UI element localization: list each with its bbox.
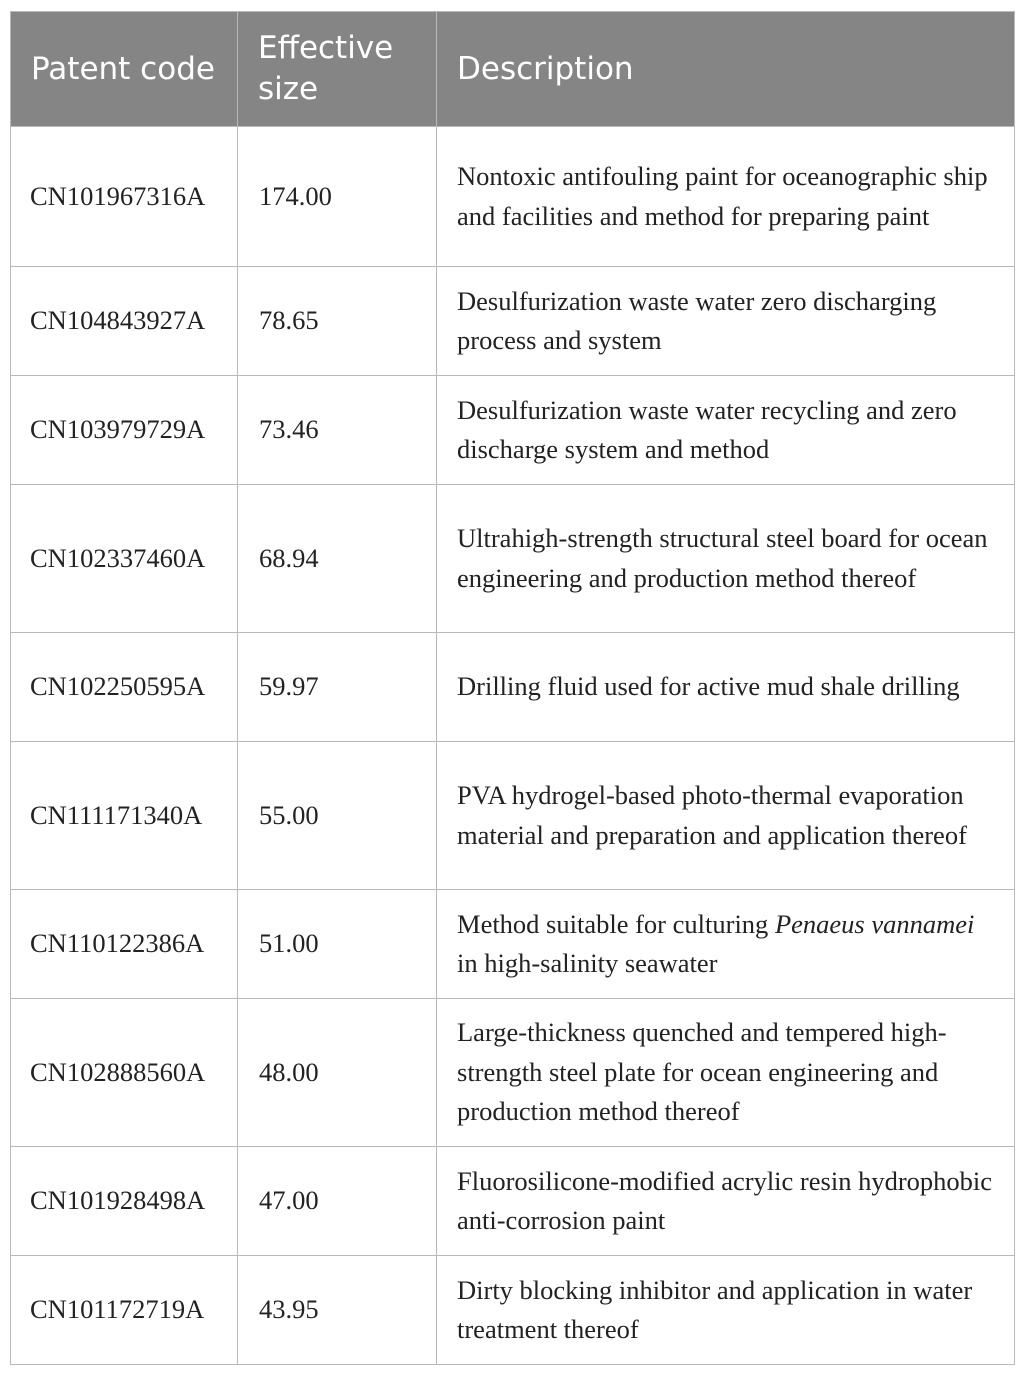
table-row [11,127,1015,267]
cell-patent-code: CN111171340A [11,742,238,890]
species-name: Penaeus vannamei [774,908,975,939]
cell-patent-code: CN102888560A [11,999,238,1147]
cell-description: PVA hydrogel-based photo-thermal evaporation material and preparation and application thereof [437,742,1015,890]
cell-description: Nontoxic antifouling paint for oceanographic ship and facilities and method for preparing paint [437,127,1015,267]
cell-description: Drilling fluid used for active mud shale drilling [437,633,1015,742]
table-row [11,1256,1015,1365]
description-text: in high-salinity seawater [457,948,718,978]
cell-description: Large-thickness quenched and tempered high-strength steel plate for ocean engineering and production method thereof [437,999,1015,1147]
cell-effective-size: 55.00 [238,742,437,890]
cell-effective-size: 47.00 [238,1147,437,1256]
table-row [11,742,1015,890]
table-header [11,12,1015,127]
cell-patent-code: CN102250595A [11,633,238,742]
table-row [11,1147,1015,1256]
cell-description: Desulfurization waste water zero discharging process and system [437,267,1015,376]
cell-patent-code: CN110122386A [11,890,238,999]
cell-effective-size: 51.00 [238,890,437,999]
table-body [11,127,1015,1365]
cell-effective-size: 48.00 [238,999,437,1147]
description-text: Method suitable for culturing [457,908,775,939]
cell-description [437,890,1015,999]
header-row [11,12,1015,127]
table-row [11,267,1015,376]
cell-description: Desulfurization waste water recycling and zero discharge system and method [437,376,1015,485]
header-description: Description [437,12,1015,127]
patent-table [10,11,1015,1365]
cell-effective-size: 43.95 [238,1256,437,1365]
cell-description: Fluorosilicone-modified acrylic resin hydrophobic anti-corrosion paint [437,1147,1015,1256]
cell-patent-code: CN104843927A [11,267,238,376]
cell-effective-size: 59.97 [238,633,437,742]
cell-description: Ultrahigh-strength structural steel board for ocean engineering and production method thereof [437,485,1015,633]
cell-effective-size: 68.94 [238,485,437,633]
cell-patent-code: CN102337460A [11,485,238,633]
cell-patent-code: CN103979729A [11,376,238,485]
cell-patent-code: CN101928498A [11,1147,238,1256]
table-row [11,999,1015,1147]
header-effective-size: Effective size [238,12,437,127]
cell-effective-size: 174.00 [238,127,437,267]
table-row [11,485,1015,633]
cell-patent-code: CN101967316A [11,127,238,267]
table-row [11,376,1015,485]
cell-effective-size: 78.65 [238,267,437,376]
table-row [11,890,1015,999]
cell-patent-code: CN101172719A [11,1256,238,1365]
table-row [11,633,1015,742]
cell-description: Dirty blocking inhibitor and application in water treatment thereof [437,1256,1015,1365]
cell-effective-size: 73.46 [238,376,437,485]
header-patent-code: Patent code [11,12,238,127]
